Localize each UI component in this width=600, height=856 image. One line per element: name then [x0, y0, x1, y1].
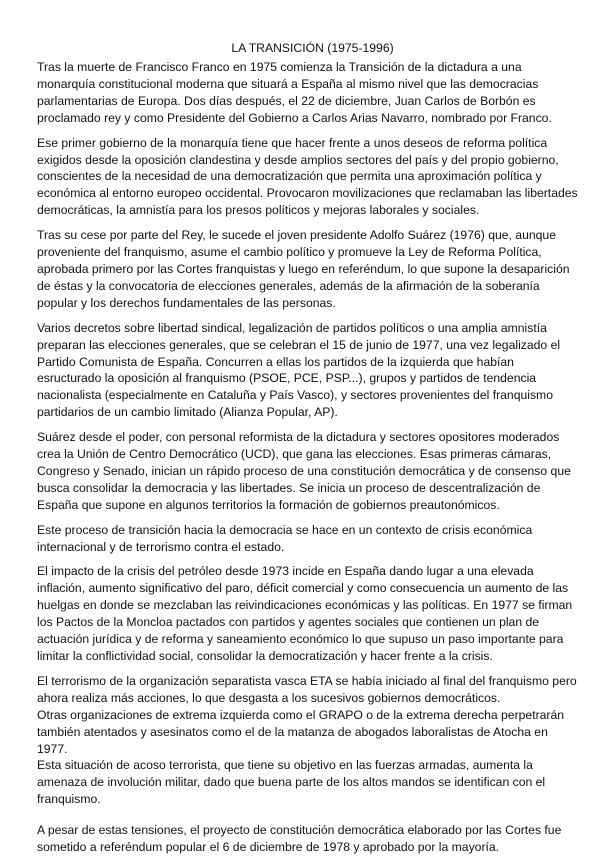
paragraph-military-threat: Esta situación de acoso terrorista, que tiene su objetivo en las fuerzas armadas, aumenta la amenaza de involución militar, dado que buena parte de los altos mandos se identifican con el franquismo. — [37, 758, 546, 807]
document-title: LA TRANSICIÓN (1975-1996) — [231, 41, 394, 55]
paragraph-transition-context: Este proceso de transición hacia la democracia se hace en un contexto de crisis económica internacional y de terrorismo contra el estado. — [37, 522, 533, 554]
paragraph-ucd: Suárez desde el poder, con personal reformista de la dictadura y sectores opositores moderados crea la Unión de Centro Democrático (UCD), que gana las elecciones. Esas primeras cámaras, Congreso y Senado, inician un rápido proceso de una constitución democrática y de consenso que busca consolidar la democracia y las libertades. Se inicia un proceso de descentralización de España que supone en algunos territorios la formación de gobiernos preautonómicos. — [37, 430, 571, 512]
paragraph-first-government: Ese primer gobierno de la monarquía tiene que hacer frente a unos deseos de reforma política exigidos desde la oposición clandestina y desde amplios sectores del país y del propio gobierno, conscientes de la necesidad de una democratización que permita una aproximación política y económica al entorno europeo occidental. Provocaron movilizaciones que reclamaban las libertades democráticas, la amnistía para los presos políticos y mejoras laborales y sociales. — [37, 135, 578, 218]
paragraph-constitution-referendum: A pesar de estas tensiones, el proyecto de constitución democrática elaborado por las Cortes fue sometido a referéndum popular el 6 de diciembre de 1978 y aprobado por la mayoría. — [37, 823, 562, 855]
paragraph-franco-death: Tras la muerte de Francisco Franco en 1975 comienza la Transición de la dictadura a una monarquía constitucional moderna que situará a España al mismo nivel que las democracias parlamentarias de Europa. Dos días después, el 22 de diciembre, Juan Carlos de Borbón es proclamado rey y como Presidente del Gobierno a Carlos Arias Navarro, nombrado por Franco. — [37, 60, 552, 125]
paragraph-adolfo-suarez: Tras su cese por parte del Rey, le sucede el joven presidente Adolfo Suárez (1976) que, aunque proveniente del franquismo, asume el cambio político y promueve la Ley de Reforma Política, aprobada primero por las Cortes franquistas y luego en referéndum, lo que supone la desaparición de éstas y la convocatoria de elecciones generales, además de la afirmación de la soberanía popular y los derechos fundamentales de las personas. — [37, 228, 570, 310]
paragraph-oil-crisis: El impacto de la crisis del petróleo desde 1973 incide en España dando lugar a una elevada inflación, aumento significativo del paro, déficit comercial y como consecuencia un aumento de las huelgas en donde se mezclaban las reivindicaciones económicas y las políticas. En 1977 se firman los Pactos de la Moncloa pactados con partidos y agentes sociales que contienen un plan de actuación jurídica y de reforma y saneamiento económico lo que supuso un paso importante para limitar la conflictividad social, consolidar la democratización y hacer frente a la crisis. — [37, 564, 573, 663]
paragraph-eta: El terrorismo de la organización separatista vasca ETA se había iniciado al final del franquismo pero ahora realiza más acciones, lo que desgasta a los sucesivos gobiernos democráticos. — [37, 673, 577, 705]
paragraph-decrees-elections: Varios decretos sobre libertad sindical, legalización de partidos políticos o una amplia amnistía preparan las elecciones generales, que se celebran el 15 de junio de 1977, una vez legalizado el Partido Comunista de España. Concurren a ellas los partidos de la izquierda que habían esructurado la oposición al franquismo (PSOE, PCE, PSP...), grupos y partidos de tendencia nacionalista (especialmente en Cataluña y País Vasco), y sectores provenientes del franquismo partidarios de un cambio limitado (Alianza Popular, AP). — [37, 320, 561, 420]
paragraph-other-terrorism: Otras organizaciones de extrema izquierda como el GRAPO o de la extrema derecha perpetrarán también atentados y asesinatos como el de la matanza de abogados laboralistas de Atocha en 1977. — [37, 707, 565, 756]
